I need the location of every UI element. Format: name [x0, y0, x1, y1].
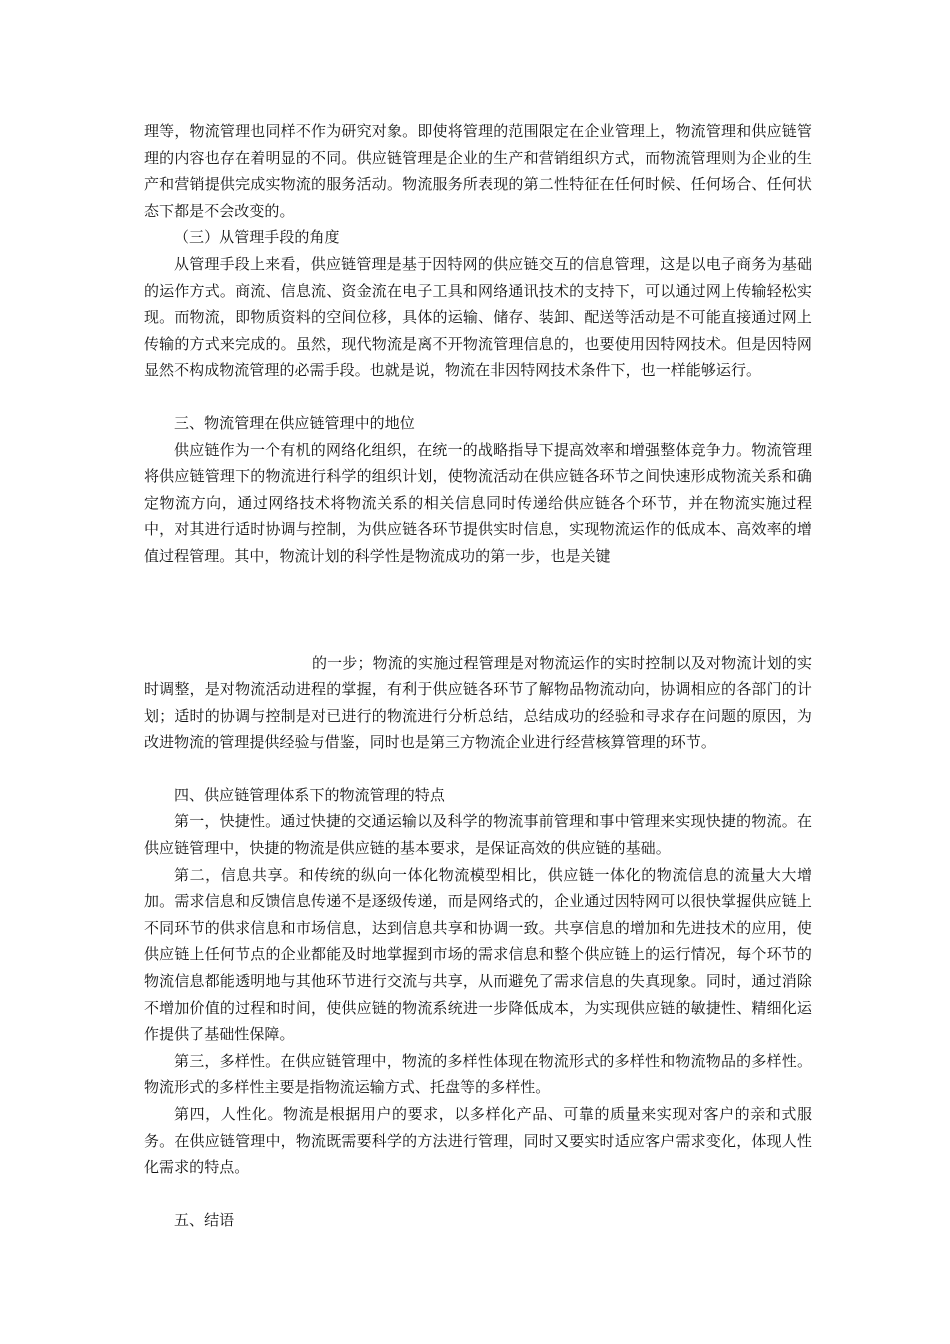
paragraph-section3-1: 供应链作为一个有机的网络化组织，在统一的战略指导下提高效率和增强整体竞争力。物流管理将供应链管理下的物流进行科学的组织计划，使物流活动在供应链各环节之间快速形成物流关系和确定物流方向，通过网络技术将物流关系的相关信息同时传递给供应链各个环节，并在物流实施过程中，对其进行适时协调与控制，为供应链各环节提供实时信息，实现物流运作的低成本、高效率的增值过程管理。其中，物流计划的科学性是物流成功的第一步，也是关键	[144, 440, 812, 565]
document-body	[144, 118, 812, 1233]
blank-line	[144, 384, 812, 410]
section-heading-3: 三、物流管理在供应链管理中的地位	[174, 413, 415, 432]
paragraph-section3-continued: 的一步；物流的实施过程管理是对物流运作的实时控制以及对物流计划的实时调整，是对物流活动进程的掌握，有利于供应链各环节了解物品物流动向，协调相应的各部门的计划；适时的协调与控制是对已进行的物流进行分析总结，总结成功的经验和寻求存在问题的原因，为改进物流的管理提供经验与借鉴，同时也是第三方物流企业进行经营核算管理的环节。	[144, 653, 812, 752]
document-page	[144, 118, 812, 1233]
paragraph-humanization: 第四，人性化。物流是根据用户的要求，以多样化产品、可靠的质量来实现对客户的亲和式服务。在供应链管理中，物流既需要科学的方法进行管理，同时又要实时适应客户需求变化，体现人性化需求的特点。	[144, 1105, 812, 1177]
paragraph-info-sharing: 第二，信息共享。和传统的纵向一体化物流模型相比，供应链一体化的物流信息的流量大大增加。需求信息和反馈信息传递不是逐级传递，而是网络式的，企业通过因特网可以很快掌握供应链上不同环节的供求信息和市场信息，达到信息共享和协调一致。共享信息的增加和先进技术的应用，使供应链上任何节点的企业都能及时地掌握到市场的需求信息和整个供应链上的运行情况，每个环节的物流信息都能透明地与其他环节进行交流与共享，从而避免了需求信息的失真现象。同时，通过消除不增加价值的过程和时间，使供应链的物流系统进一步降低成本，为实现供应链的敏捷性、精细化运作提供了基础性保障。	[144, 865, 812, 1044]
section-heading-5: 五、结语	[174, 1210, 235, 1229]
blank-line	[144, 756, 812, 782]
page-break-gap	[144, 570, 812, 650]
paragraph-speed: 第一，快捷性。通过快捷的交通运输以及科学的物流事前管理和事中管理来实现快捷的物流。在供应链管理中，快捷的物流是供应链的基本要求，是保证高效的供应链的基础。	[144, 812, 812, 858]
paragraph-continued: 理等，物流管理也同样不作为研究对象。即使将管理的范围限定在企业管理上，物流管理和供应链管理的内容也存在着明显的不同。供应链管理是企业的生产和营销组织方式，而物流管理则为企业的生产和营销提供完成实物流的服务活动。物流服务所表现的第二性特征在任何时候、任何场合、任何状态下都是不会改变的。	[144, 122, 812, 220]
paragraph-management-means: 从管理手段上来看，供应链管理是基于因特网的供应链交互的信息管理，这是以电子商务为基础的运作方式。商流、信息流、资金流在电子工具和网络通讯技术的支持下，可以通过网上传输轻松实现。而物流，即物质资料的空间位移，具体的运输、储存、装卸、配送等活动是不可能直接通过网上传输的方式来完成的。虽然，现代物流是离不开物流管理信息的，也要使用因特网技术。但是因特网显然不构成物流管理的必需手段。也就是说，物流在非因特网技术条件下，也一样能够运行。	[144, 254, 812, 380]
paragraph-diversity: 第三，多样性。在供应链管理中，物流的多样性体现在物流形式的多样性和物流物品的多样性。物流形式的多样性主要是指物流运输方式、托盘等的多样性。	[144, 1051, 812, 1097]
subsection-heading-management-means: （三）从管理手段的角度	[174, 228, 340, 247]
section-heading-4: 四、供应链管理体系下的物流管理的特点	[174, 785, 445, 804]
blank-line	[144, 1181, 812, 1207]
